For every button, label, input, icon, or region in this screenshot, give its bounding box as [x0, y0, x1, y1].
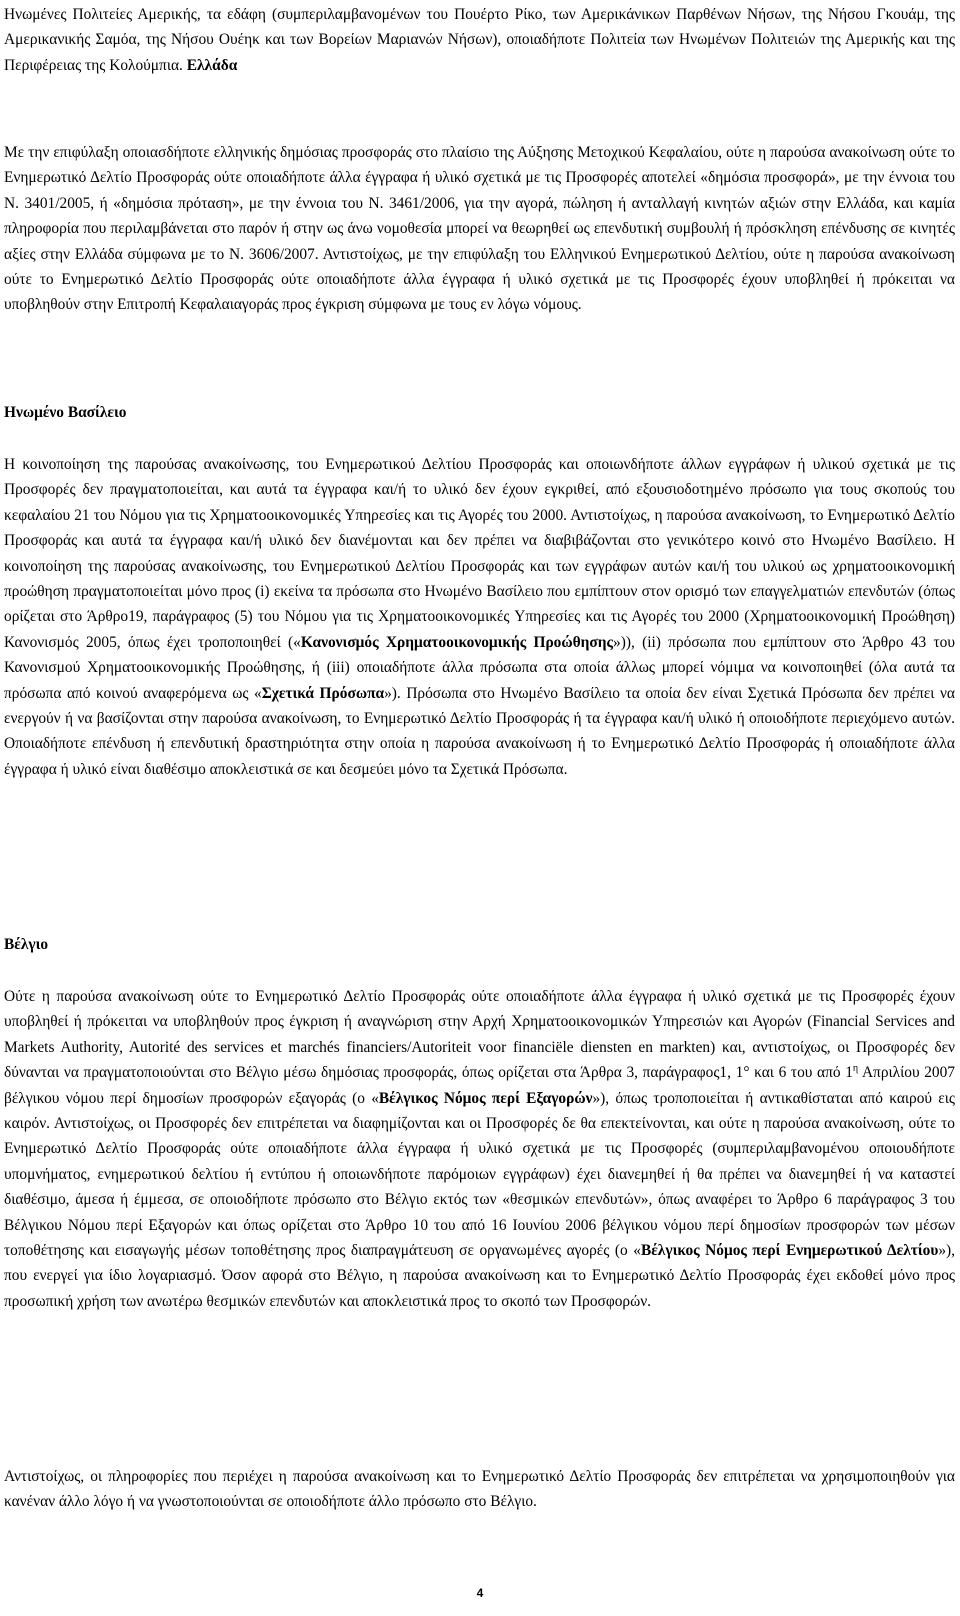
belgium-bold-term-1: Βέλγικος Νόμος περί Εξαγορών	[378, 1089, 593, 1107]
belgium-text-4: »), που ενεργεί για ίδιο λογαριασμό. Όσον αφορά στο Βέλγιο, η παρούσα ανακοίνωση και το Ενημερωτικό Δελτίο Προσφοράς έχει εκδοθεί μόνο προς προσωπική χρήση των ανωτέρω θεσμικών επενδυτών και αποκλειστικά προς το σκοπό των Προσφορών.	[4, 1242, 955, 1310]
uk-text-3: »). Πρόσωπα στο Ηνωμένο Βασίλειο τα οποία δεν είναι Σχετικά Πρόσωπα δεν πρέπει να ενεργούν ή να βασίζονται στην παρούσα ανακοίνωση, το Ενημερωτικό Δελτίο Προσφοράς ή τα έγγραφα και/ή υλικό ή οποιοδήποτε περιεχόμενο αυτών. Οποιαδήποτε επένδυση ή επενδυτική δραστηριότητα στην οποία η παρούσα ανακοίνωση ή το Ενημερωτικό Δελτίο Προσφοράς ή οποιαδήποτε άλλα έγγραφα ή υλικό είναι διαθέσιμο αποκλειστικά σε και δεσμεύει μόνο τα Σχετικά Πρόσωπα.	[4, 684, 955, 778]
heading-greece: Ελλάδα	[186, 56, 238, 74]
uk-bold-term-2: Σχετικά Πρόσωπα	[261, 684, 385, 702]
belgium-bold-term-2: Βέλγικος Νόμος περί Ενημερωτικού Δελτίου	[640, 1242, 939, 1260]
page-number: 4	[476, 1586, 484, 1600]
intro-text: Ηνωμένες Πολιτείες Αμερικής, τα εδάφη (συμπεριλαμβανομένων του Πουέρτο Ρίκο, των Αμερικάνικων Παρθένων Νήσων, της Νήσου Γκουάμ, της Αμερικανικής Σαμόα, της Νήσου Ουέηκ και των Βορείων Μαριανών Νήσων), οποιαδήποτε Πολιτεία των Ηνωμένων Πολιτειών της Αμερικής και της Περιφέρειας της Κολούμπια.	[4, 6, 955, 74]
belgium-text-3: »), όπως τροποποιείται ή αντικαθίσταται από καιρού εις καιρόν. Αντιστοίχως, οι Προσφορές δεν επιτρέπεται να διαφημίζονται και οι Προσφορές δε θα επεκτείνονται, και ούτε η παρούσα ανακοίνωση, ούτε το Ενημερωτικό Δελτίο Προσφοράς ούτε οποιαδήποτε άλλα έγγραφα ή υλικό σχετικά με τις Προσφορές (συμπεριλαμβανομένου οποιουδήποτε υπομνήματος, ενημερωτικού δελτίου ή εντύπου ή οποιωνδήποτε παρόμοιων εγγράφων) έχει διανεμηθεί ή θα πρέπει να διανεμηθεί ή να καταστεί διαθέσιμο, άμεσα ή έμμεσα, σε οποιοδήποτε πρόσωπο στο Βέλγιο εκτός των «θεσμικών επενδυτών», όπως αναφέρει το Άρθρο 6 παράγραφος 3 του Βέλγικου Νόμου περί Εξαγορών και όπως ορίζεται στο Άρθρο 10 του από 16 Ιουνίου 2006 βέλγικου νόμου περί δημοσίων προσφορών των μέσων τοποθέτησης και εισαγωγής μέσων τοποθέτησης προς διαπραγμάτευση σε οργανωμένες αγορές (ο «	[4, 1089, 955, 1260]
uk-text-1: Η κοινοποίηση της παρούσας ανακοίνωσης, του Ενημερωτικού Δελτίου Προσφοράς και οποιωνδήποτε άλλων εγγράφων ή υλικού σχετικά με τις Προσφορές δεν πραγματοποιείται, και αυτά τα έγγραφα και/ή το υλικό δεν έχουν εγκριθεί, από εξουσιοδοτημένο πρόσωπο για τους σκοπούς του κεφαλαίου 21 του Νόμου για τις Χρηματοοικονομικές Υπηρεσίες και τις Αγορές του 2000. Αντιστοίχως, η παρούσα ανακοίνωση, το Ενημερωτικό Δελτίο Προσφοράς και αυτά τα έγγραφα και/ή υλικό δεν διανέμονται και δεν πρέπει να διαβιβάζονται στο γενικότερο κοινό στο Ηνωμένο Βασίλειο. Η κοινοποίηση της παρούσας ανακοίνωσης, του Ενημερωτικού Δελτίου Προσφοράς και των εγγράφων αυτών και/ή του υλικού ως χρηματοοικονομική προώθηση πραγματοποιείται μόνο προς (i) εκείνα τα πρόσωπα στο Ηνωμένο Βασίλειο που εμπίπτουν στον ορισμό των επαγγελματιών επενδυτών (όπως ορίζεται στο Άρθρο19, παράγραφος (5) του Νόμου για τις Χρηματοοικονομικές Υπηρεσίες και τις Αγορές του 2000 (Χρηματοοικονομική Προώθηση) Κανονισμός 2005, όπως έχει τροποποιηθεί («	[4, 456, 955, 651]
belgium-text-1: Ούτε η παρούσα ανακοίνωση ούτε το Ενημερωτικό Δελτίο Προσφοράς ούτε οποιαδήποτε άλλα έγγραφα ή υλικό σχετικά με τις Προσφορές έχουν υποβληθεί ή πρόκειται να υποβληθούν προς έγκριση ή αναγνώριση στην Αρχή Χρηματοοικονομικών Υπηρεσιών και Αγορών (Financial Services and Markets Authority, Autorité des services et marchés financiers/Autoriteit voor financiële diensten en markten) και, αντιστοίχως, οι Προσφορές δεν δύνανται να πραγματοποιούνται στο Βέλγιο μέσω δημόσιας προσφοράς, όπως ορίζεται στα Άρθρα 3, παράγραφος1, 1° και 6 του από 1	[4, 988, 955, 1082]
heading-belgium: Βέλγιο	[4, 936, 49, 953]
belgium-paragraph	[4, 984, 955, 1314]
belgium-final-paragraph: Αντιστοίχως, οι πληροφορίες που περιέχει η παρούσα ανακοίνωση και το Ενημερωτικό Δελτίο Προσφοράς δεν επιτρέπεται να χρησιμοποιηθούν για κανέναν άλλο λόγο ή να γνωστοποιούνται σε οποιοδήποτε άλλο πρόσωπο στο Βέλγιο.	[4, 1468, 955, 1511]
intro-paragraph	[4, 2, 955, 78]
belgium-text-2: Απριλίου 2007 βέλγικου νόμου περί δημοσίων προσφορών εξαγοράς (ο «	[4, 1064, 955, 1107]
uk-bold-term-1: Κανονισμός Χρηματοοικονομικής Προώθησης	[300, 633, 614, 651]
uk-text-2: »)), (ii) πρόσωπα που εμπίπτουν στο Άρθρο 43 του Κανονισμού Χρηματοοικονομικής Προώθησης, ή (iii) οποιαδήποτε άλλα πρόσωπα στα οποία άλλως μπορεί νόμιμα να κοινοποιηθεί (όλα αυτά τα πρόσωπα από κοινού αναφερόμενα ως «	[4, 633, 955, 702]
uk-paragraph	[4, 452, 955, 782]
greece-paragraph: Με την επιφύλαξη οποιασδήποτε ελληνικής δημόσιας προσφοράς στο πλαίσιο της Αύξησης Μετοχικού Κεφαλαίου, ούτε η παρούσα ανακοίνωση ούτε το Ενημερωτικό Δελτίο Προσφοράς ούτε οποιαδήποτε άλλα έγγραφα ή υλικό σχετικά με τις Προσφορές αποτελεί «δημόσια προσφορά», με την έννοια του Ν. 3401/2005, ή «δημόσια πρόταση», με την έννοια του Ν. 3461/2006, για την αγορά, πώληση ή ανταλλαγή κινητών αξιών στην Ελλάδα, και καμία πληροφορία που περιλαμβάνεται στο παρόν ή στην ως άνω νομοθεσία μπορεί να θεωρηθεί ως επενδυτική συμβουλή ή πρόσκληση επένδυσης σε κινητές αξίες στην Ελλάδα σύμφωνα με το Ν. 3606/2007. Αντιστοίχως, με την επιφύλαξη του Ελληνικού Ενημερωτικού Δελτίου, ούτε η παρούσα ανακοίνωση ούτε το Ενημερωτικό Δελτίο Προσφοράς ούτε οποιαδήποτε άλλα έγγραφα ή υλικό σχετικά με τις Προσφορές έχουν υποβληθεί ή πρόκειται να υποβληθούν στην Επιτροπή Κεφαλαιαγοράς προς έγκριση σύμφωνα με τους εν λόγω νόμους.	[4, 144, 955, 314]
belgium-superscript: η	[852, 1063, 859, 1075]
heading-united-kingdom: Ηνωμένο Βασίλειο	[4, 404, 127, 421]
